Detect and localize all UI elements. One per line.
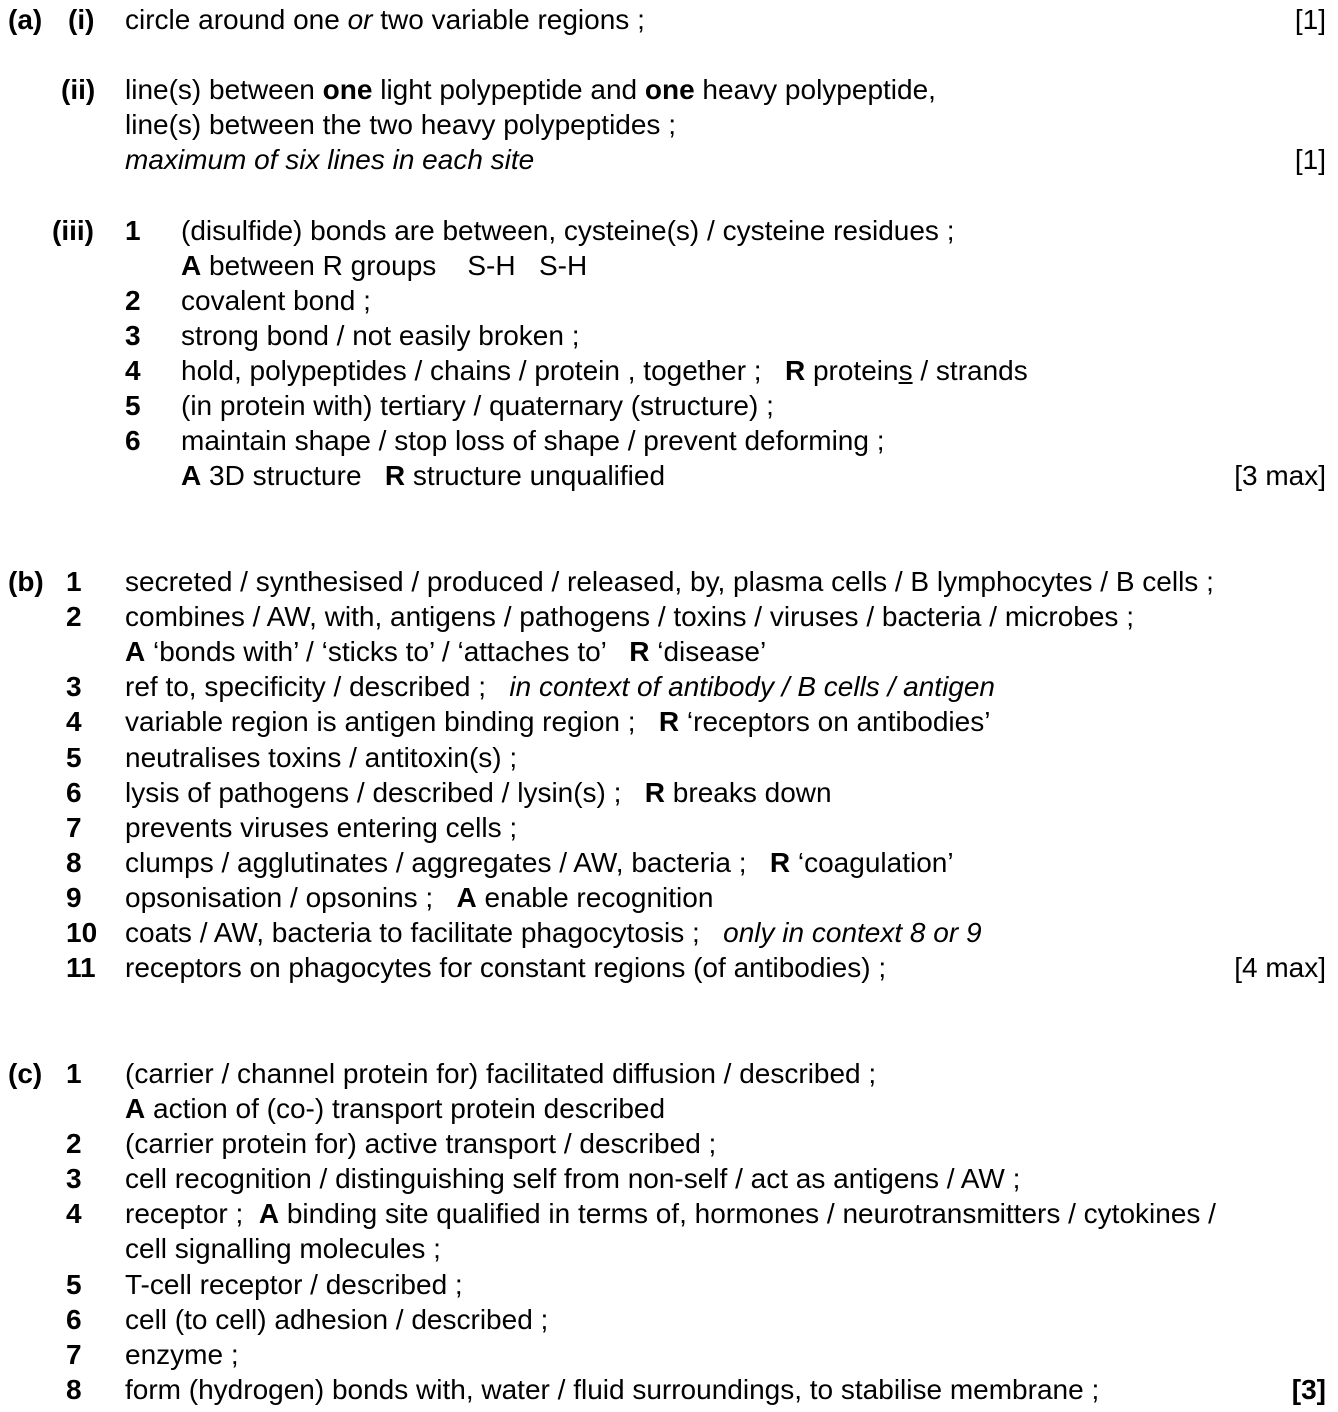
mark-a-i: [1] <box>1294 4 1326 35</box>
text: action of (co-) transport protein described <box>145 1093 666 1124</box>
point-sub <box>181 248 587 283</box>
point-text: T-cell receptor / described ; <box>125 1269 463 1300</box>
point-num: 8 <box>66 847 82 878</box>
point-text: neutralises toxins / antitoxin(s) ; <box>125 742 518 773</box>
point-num: 1 <box>66 1058 82 1089</box>
point-num: 1 <box>125 215 141 246</box>
point-num: 7 <box>66 1339 82 1370</box>
point-text: (carrier / channel protein for) facilitated diffusion / described ; <box>125 1058 877 1089</box>
point-text: cell recognition / distinguishing self from non-self / act as antigens / AW ; <box>125 1163 1021 1194</box>
point-num: 5 <box>66 1269 82 1300</box>
point-num: 3 <box>66 671 82 702</box>
reject-marker: R <box>769 847 791 878</box>
text: coats / AW, bacteria to facilitate phagocytosis ; <box>125 917 724 948</box>
point-num: 6 <box>66 1304 82 1335</box>
italic-note: in context of antibody / B cells / antigen <box>509 671 995 702</box>
point-sub <box>125 1091 665 1126</box>
point-text <box>125 845 954 880</box>
point-sub <box>125 634 766 669</box>
text: between R groups S-H S-H <box>201 250 588 281</box>
point-num: 6 <box>125 425 141 456</box>
point-num: 2 <box>66 1128 82 1159</box>
text: 3D structure <box>201 460 385 491</box>
point-text: maintain shape / stop loss of shape / prevent deforming ; <box>181 425 885 456</box>
text: line(s) between <box>125 74 323 105</box>
part-a-label: (a) <box>8 4 43 35</box>
point-text: enzyme ; <box>125 1339 239 1370</box>
point-text: (carrier protein for) active transport / described ; <box>125 1128 717 1159</box>
reject-marker: R <box>658 706 680 737</box>
point-num: 1 <box>66 566 82 597</box>
reject-marker: R <box>784 355 806 386</box>
text: two variable regions ; <box>372 4 645 35</box>
underlined-s: s <box>898 355 913 386</box>
italic-or: or <box>347 4 373 35</box>
text: circle around one <box>125 4 348 35</box>
point-num: 4 <box>66 1198 82 1229</box>
point-text <box>181 353 1028 388</box>
text: heavy polypeptide, <box>694 74 936 105</box>
text: ‘coagulation’ <box>790 847 954 878</box>
text: ref to, specificity / described ; <box>125 671 510 702</box>
reject-marker: R <box>629 636 650 667</box>
text: light polypeptide and <box>372 74 645 105</box>
mark-b: [4 max] <box>1234 952 1326 983</box>
part-c-label: (c) <box>8 1058 43 1089</box>
point-text <box>125 704 990 739</box>
part-a-i-text <box>125 2 645 37</box>
point-text: combines / AW, with, antigens / pathogens / toxins / viruses / bacteria / microbes ; <box>125 601 1134 632</box>
text: breaks down <box>665 777 832 808</box>
text: lysis of pathogens / described / lysin(s) ; <box>125 777 645 808</box>
mark-a-iii: [3 max] <box>1234 460 1326 491</box>
point-num: 5 <box>66 742 82 773</box>
point-num: 6 <box>66 777 82 808</box>
text: clumps / agglutinates / aggregates / AW, bacteria ; <box>125 847 770 878</box>
text: / strands <box>912 355 1028 386</box>
bold-one: one <box>322 74 373 105</box>
accept-marker: A <box>456 882 477 913</box>
point-text: covalent bond ; <box>181 285 371 316</box>
text: binding site qualified in terms of, hormones / neurotransmitters / cytokines / <box>279 1198 1216 1229</box>
text: ‘bonds with’ / ‘sticks to’ / ‘attaches to’ <box>145 636 630 667</box>
point-text: secreted / synthesised / produced / released, by, plasma cells / B lymphocytes / B cells ; <box>125 566 1214 597</box>
point-num: 10 <box>66 917 98 948</box>
accept-marker: A <box>125 636 146 667</box>
part-a-ii-label: (ii) <box>61 74 96 105</box>
point-text <box>125 880 713 915</box>
text: opsonisation / opsonins ; <box>125 882 457 913</box>
point-num: 3 <box>66 1163 82 1194</box>
point-text: (disulfide) bonds are between, cysteine(s) / cysteine residues ; <box>181 215 955 246</box>
accept-marker: A <box>181 460 202 491</box>
accept-marker: A <box>125 1093 146 1124</box>
text: protein <box>805 355 899 386</box>
text: enable recognition <box>476 882 714 913</box>
italic-note: only in context 8 or 9 <box>723 917 982 948</box>
text: receptor ; <box>125 1198 259 1229</box>
part-a-iii-label: (iii) <box>52 215 94 246</box>
point-sub: cell signalling molecules ; <box>125 1233 441 1264</box>
point-text <box>125 1196 1216 1231</box>
point-num: 9 <box>66 882 82 913</box>
part-b-label: (b) <box>8 566 44 597</box>
point-num: 4 <box>66 706 82 737</box>
point-num: 11 <box>66 952 96 983</box>
point-text: receptors on phagocytes for constant regions (of antibodies) ; <box>125 952 887 983</box>
point-text <box>125 669 995 704</box>
point-num: 4 <box>125 355 141 386</box>
point-text: strong bond / not easily broken ; <box>181 320 580 351</box>
text: ‘receptors on antibodies’ <box>679 706 991 737</box>
point-text <box>125 775 832 810</box>
part-a-ii-line-1 <box>125 72 936 107</box>
point-num: 8 <box>66 1374 82 1405</box>
point-text: (in protein with) tertiary / quaternary (structure) ; <box>181 390 774 421</box>
point-num: 2 <box>125 285 141 316</box>
text: structure unqualified <box>405 460 666 491</box>
text: ‘disease’ <box>649 636 767 667</box>
mark-a-ii: [1] <box>1294 144 1326 175</box>
point-num: 2 <box>66 601 82 632</box>
point-text: cell (to cell) adhesion / described ; <box>125 1304 549 1335</box>
point-text: form (hydrogen) bonds with, water / fluid surroundings, to stabilise membrane ; <box>125 1374 1100 1405</box>
accept-marker: A <box>258 1198 280 1229</box>
point-num: 3 <box>125 320 141 351</box>
text: hold, polypeptides / chains / protein , together ; <box>181 355 785 386</box>
reject-marker: R <box>644 777 666 808</box>
point-sub <box>181 458 665 493</box>
point-text <box>125 915 982 950</box>
reject-marker: R <box>384 460 406 491</box>
part-a-i-label: (i) <box>68 4 95 35</box>
point-text: prevents viruses entering cells ; <box>125 812 518 843</box>
mark-c: [3] <box>1291 1374 1326 1405</box>
bold-one: one <box>644 74 695 105</box>
text: variable region is antigen binding region ; <box>125 706 659 737</box>
point-num: 5 <box>125 390 141 421</box>
accept-marker: A <box>181 250 202 281</box>
part-a-ii-line-3: maximum of six lines in each site <box>125 144 535 175</box>
point-num: 7 <box>66 812 82 843</box>
part-a-ii-line-2: line(s) between the two heavy polypeptides ; <box>125 109 676 140</box>
